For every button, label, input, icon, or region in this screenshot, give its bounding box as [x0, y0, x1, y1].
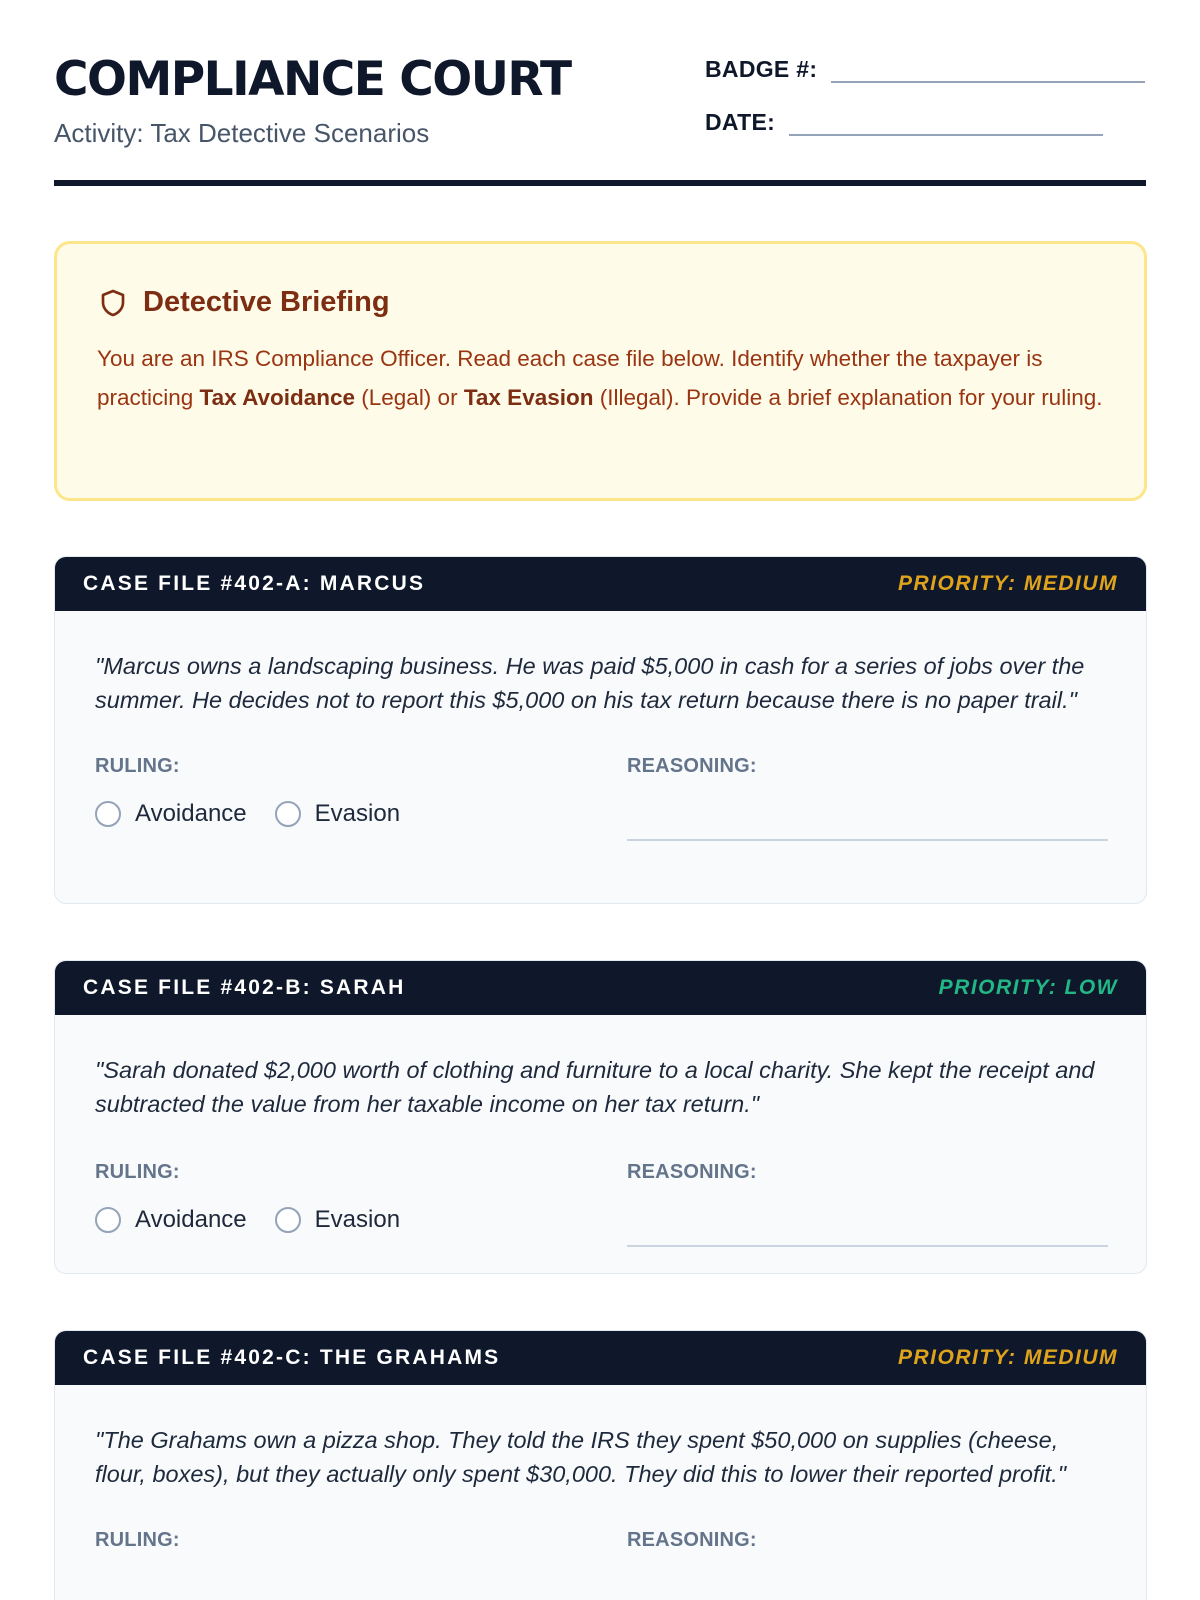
priority-badge: PRIORITY: MEDIUM	[897, 572, 1118, 595]
term-evasion: Tax Evasion	[463, 385, 594, 410]
reasoning-label: REASONING:	[627, 1529, 757, 1551]
case-title: CASE FILE #402-A: MARCUS	[83, 572, 426, 595]
page-title: COMPLIANCE COURT	[54, 52, 571, 107]
ruling-label: RULING:	[95, 755, 180, 777]
case-body	[55, 611, 1146, 895]
page-subtitle: Activity: Tax Detective Scenarios	[54, 118, 430, 148]
case-file-card	[54, 556, 1147, 904]
case-body	[55, 1015, 1146, 1274]
reasoning-label: REASONING:	[627, 755, 757, 777]
radio-evasion[interactable]	[275, 801, 301, 827]
case-file-card	[54, 960, 1147, 1274]
badge-input-line[interactable]	[831, 57, 1145, 83]
priority-badge: PRIORITY: MEDIUM	[897, 1346, 1118, 1369]
badge-field	[705, 56, 1145, 83]
option-avoidance[interactable]: Avoidance	[95, 1206, 247, 1234]
case-file-card	[54, 1330, 1147, 1600]
reasoning-input-line[interactable]	[627, 839, 1108, 841]
header-divider	[54, 180, 1146, 186]
shield-icon	[97, 287, 129, 319]
case-scenario: "Sarah donated $2,000 worth of clothing and furniture to a local charity. She kept the receipt and subtracted the value from her taxable income on her tax return."	[95, 1057, 1095, 1117]
ruling-label: RULING:	[95, 1161, 180, 1183]
case-title: CASE FILE #402-C: THE GRAHAMS	[83, 1346, 501, 1369]
case-header	[55, 557, 1146, 611]
case-scenario: "Marcus owns a landscaping business. He was paid $5,000 in cash for a series of jobs over the summer. He decides not to report this $5,000 on his tax return because there is no paper trail."	[95, 653, 1085, 713]
date-input-line[interactable]	[789, 110, 1103, 136]
date-field	[705, 109, 1103, 136]
briefing-title: Detective Briefing	[143, 286, 390, 318]
case-scenario: "The Grahams own a pizza shop. They told the IRS they spent $50,000 on supplies (cheese, flour, boxes), but they actually only spent $30,000. They did this to lower their reported profit."	[95, 1427, 1067, 1487]
case-body	[55, 1385, 1146, 1600]
badge-label: BADGE #:	[705, 56, 818, 82]
ruling-options	[95, 1206, 428, 1234]
radio-avoidance[interactable]	[95, 801, 121, 827]
reasoning-label: REASONING:	[627, 1161, 757, 1183]
radio-avoidance[interactable]	[95, 1207, 121, 1233]
option-evasion[interactable]: Evasion	[275, 800, 400, 828]
detective-briefing	[54, 241, 1147, 501]
answer-row	[95, 1161, 1106, 1274]
case-title: CASE FILE #402-B: SARAH	[83, 976, 406, 999]
case-header	[55, 1331, 1146, 1385]
answer-row	[95, 755, 1106, 895]
date-label: DATE:	[705, 109, 776, 135]
case-header	[55, 961, 1146, 1015]
answer-row	[95, 1529, 1106, 1600]
reasoning-input-line[interactable]	[627, 1245, 1108, 1247]
ruling-options	[95, 800, 428, 828]
option-evasion[interactable]: Evasion	[275, 1206, 400, 1234]
worksheet-header	[54, 0, 1146, 187]
briefing-text: You are an IRS Compliance Officer. Read each case file below. Identify whether the taxpayer is practicing Tax Avoidance (Legal) or Tax Evasion (Illegal). Provide a brief explanation for your ruling.	[97, 346, 1103, 410]
priority-badge: PRIORITY: LOW	[938, 976, 1118, 999]
radio-evasion[interactable]	[275, 1207, 301, 1233]
briefing-heading	[97, 286, 1104, 319]
ruling-label: RULING:	[95, 1529, 180, 1551]
term-avoidance: Tax Avoidance	[199, 385, 356, 410]
option-avoidance[interactable]: Avoidance	[95, 800, 247, 828]
